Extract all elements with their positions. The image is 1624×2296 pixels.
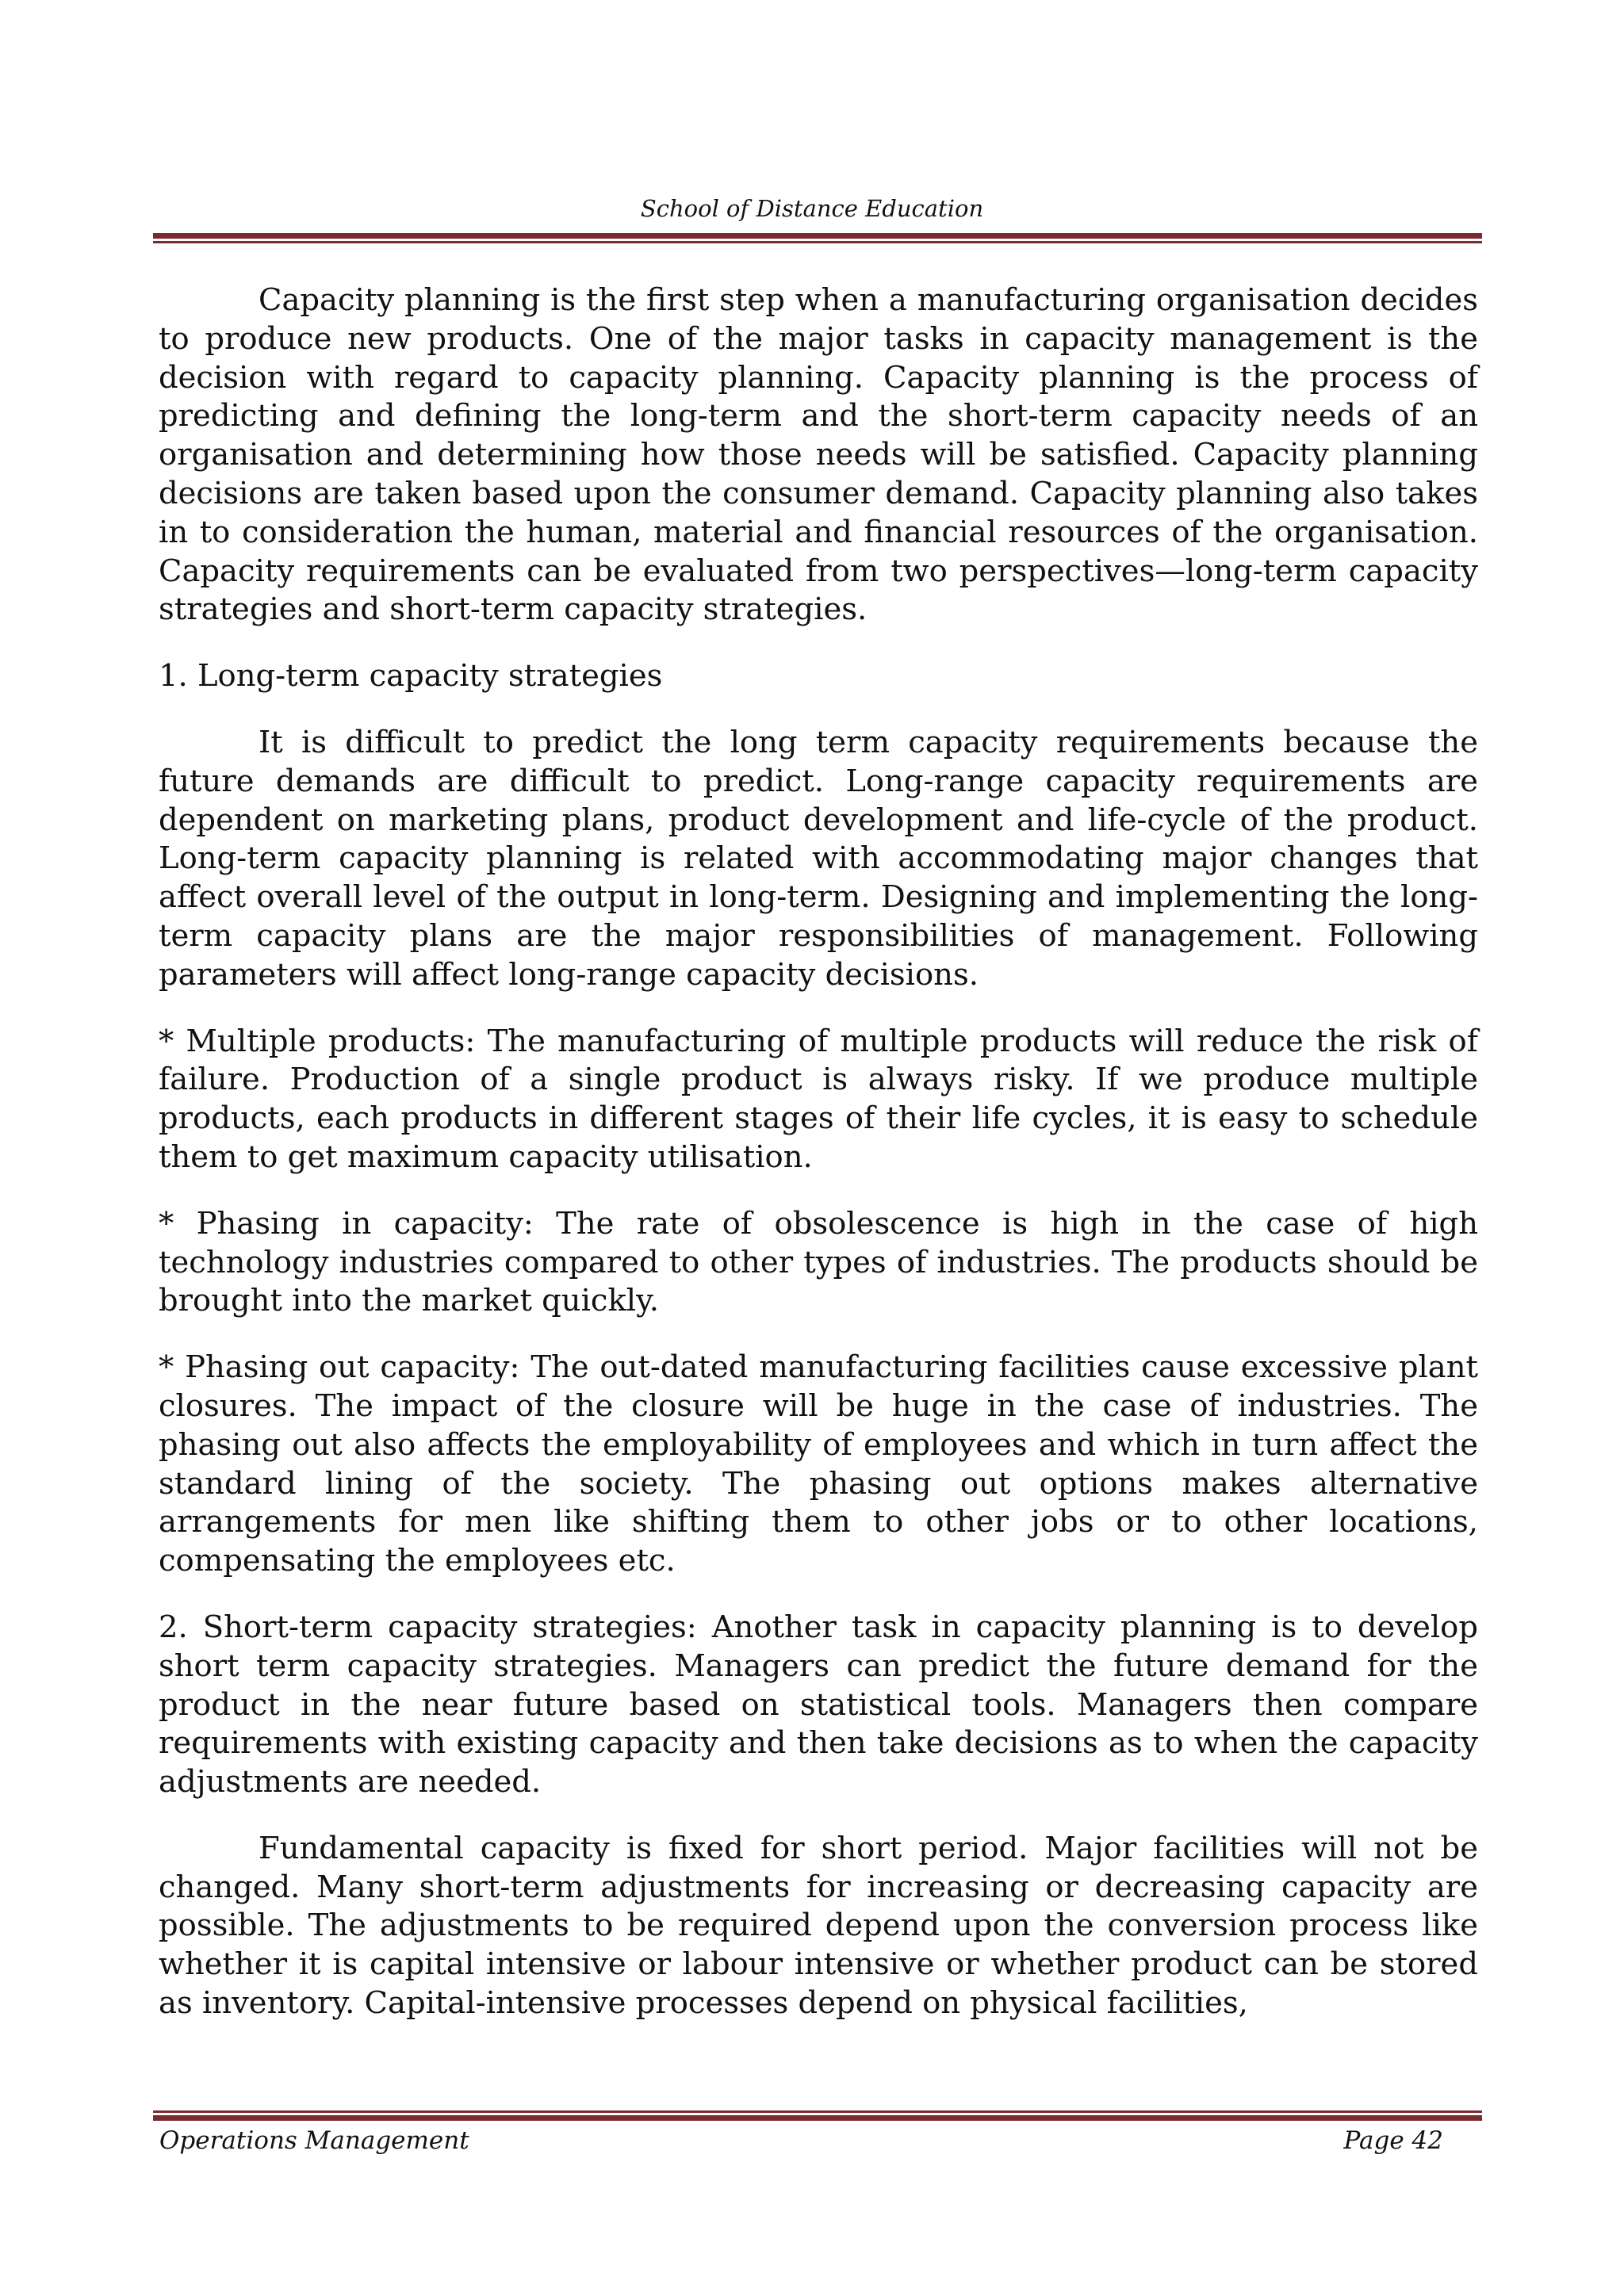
- page-header-title: School of Distance Education: [640, 195, 984, 222]
- header-divider: [153, 233, 1482, 243]
- bullet-phasing-in: * Phasing in capacity: The rate of obsolescence is high in the case of high technology industries compared to other types of industries. The products should be brought into the market quickly.: [159, 1205, 1478, 1319]
- footer-course-title: Operations Management: [159, 2126, 469, 2155]
- section-heading-long-term: 1. Long-term capacity strategies: [159, 658, 663, 695]
- bullet-multiple-products: * Multiple products: The manufacturing of multiple products will reduce the risk of failure. Production of a single product is always risky. If we produce multiple products, each products in different stages of their life cycles, it is easy to schedule them to get maximum capacity utilisation.: [159, 1023, 1478, 1175]
- bullet-phasing-out: * Phasing out capacity: The out-dated manufacturing facilities cause excessive plant closures. The impact of the closure will be huge in the case of industries. The phasing out also affects the employability of employees and which in turn affect the standard lining of the society. The phasing out options makes alternative arrangements for men like shifting them to other jobs or to other locations, compensating the employees etc.: [159, 1349, 1478, 1579]
- document-body: [159, 281, 1478, 2051]
- intro-paragraph: Capacity planning is the first step when a manufacturing organisation decides to produce new products. One of the major tasks in capacity management is the decision with regard to capacity planning. Capacity planning is the process of predicting and defining the long-term and the short-term capacity needs of an organisation and determining how those needs will be satisfied. Capacity planning decisions are taken based upon the consumer demand. Capacity planning also takes in to consideration the human, material and financial resources of the organisation. Capacity requirements can be evaluated from two perspectives—long-term capacity strategies and short-term capacity strategies.: [159, 282, 1478, 628]
- short-term-paragraph: 2. Short-term capacity strategies: Another task in capacity planning is to develop short term capacity strategies. Managers can predict the future demand for the product in the near future based on statistical tools. Managers then compare requirements with existing capacity and then take decisions as to when the capacity adjustments are needed.: [159, 1609, 1478, 1800]
- footer-page-number: Page 42: [1343, 2126, 1443, 2155]
- footer-divider: [153, 2110, 1482, 2121]
- fundamental-capacity-paragraph: Fundamental capacity is fixed for short period. Major facilities will not be changed. Many short-term adjustments for increasing or decreasing capacity are possible. The adjustments to be required depend upon the conversion process like whether it is capital intensive or labour intensive or whether product can be stored as inventory. Capital-intensive processes depend on physical facilities,: [159, 1830, 1478, 2022]
- long-term-paragraph: It is difficult to predict the long term capacity requirements because the future demands are difficult to predict. Long-range capacity requirements are dependent on marketing plans, product development and life-cycle of the product. Long-term capacity planning is related with accommodating major changes that affect overall level of the output in long-term. Designing and implementing the long-term capacity plans are the major responsibilities of management. Following parameters will affect long-range capacity decisions.: [159, 724, 1478, 993]
